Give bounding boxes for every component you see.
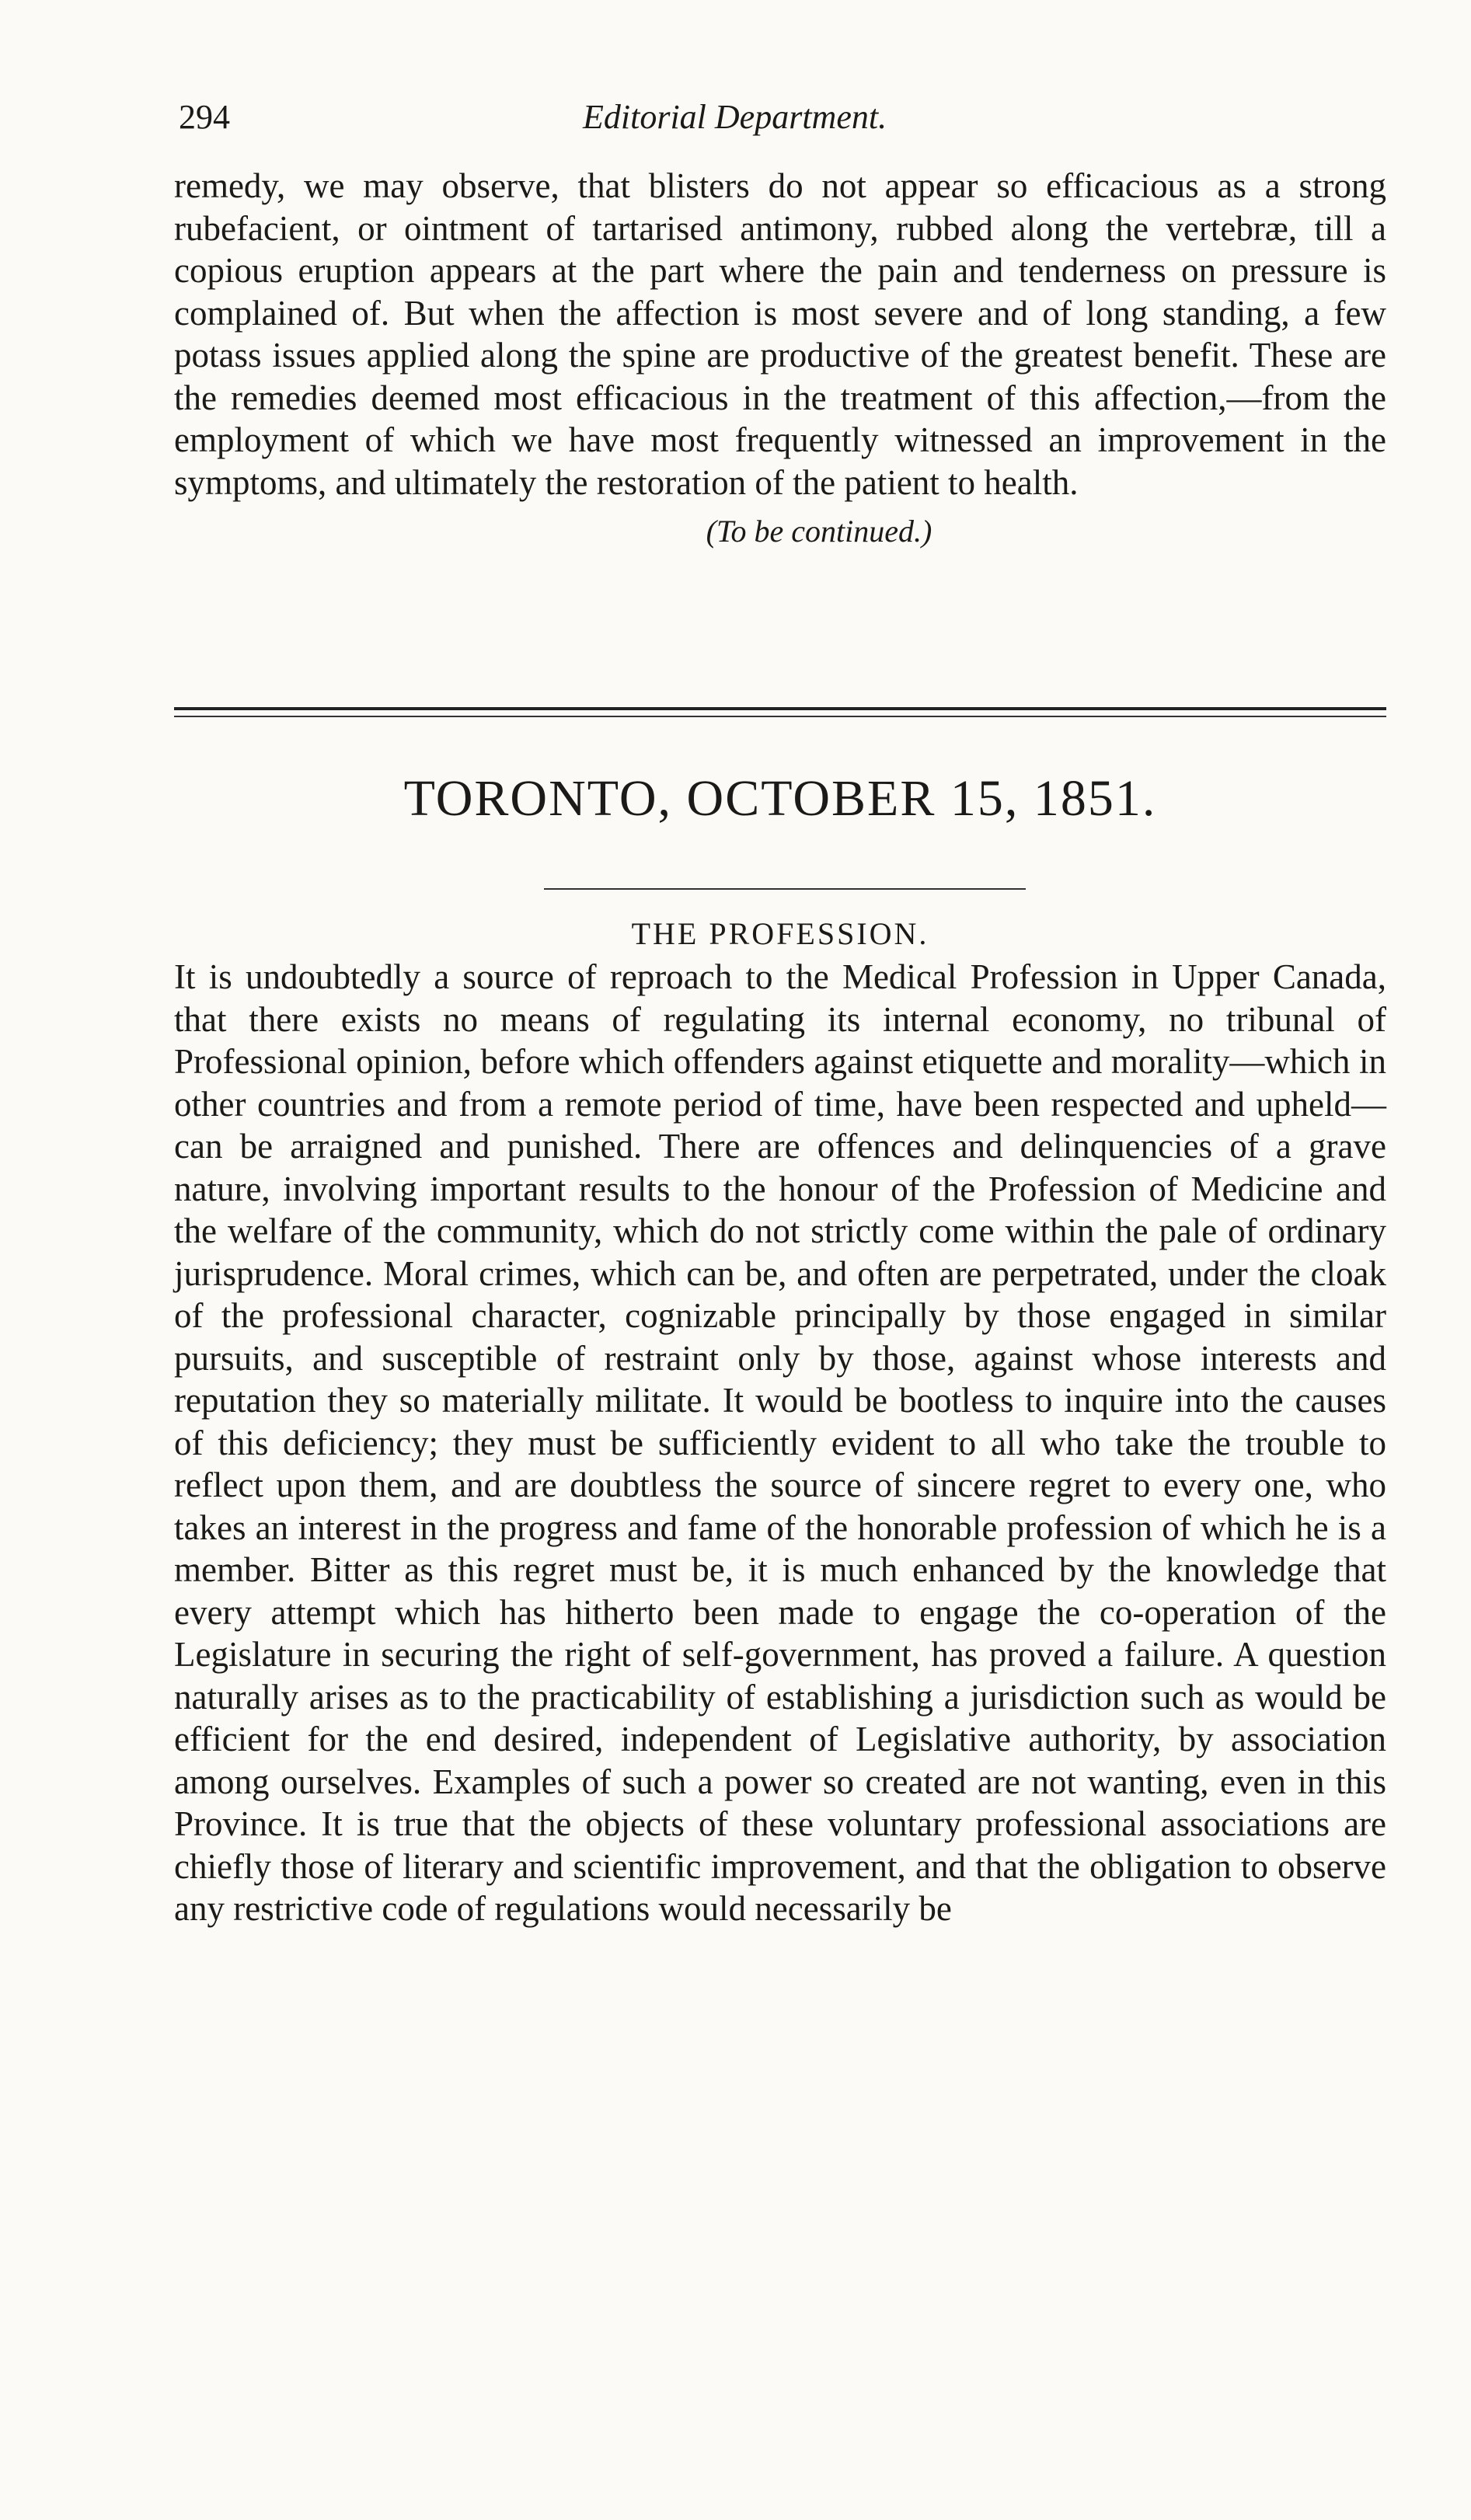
closing-paragraph: remedy, we may observe, that blisters do not appear so efficacious as a strong rubefacient, or ointment of tartarised antimony, rubbed along the vertebræ, till a copious eruption appears at the part where the pain and tenderness on pressure is complained of. But when the affection is most severe and of long standing, a few potass issues applied along the spine are productive of the greatest benefit. These are the remedies deemed most efficacious in the treatment of this affection,—from the employment of which we have most frequently witnessed an improvement in the symptoms, and ultimately the restoration of the patient to health. bbox=[174, 166, 1386, 502]
running-title: Editorial Department. bbox=[583, 98, 887, 136]
article-body bbox=[174, 956, 1386, 1930]
page-number: 294 bbox=[179, 98, 230, 136]
divider-rule-thin bbox=[174, 716, 1386, 717]
divider-rule-thick bbox=[174, 707, 1386, 710]
continued-note: (To be continued.) bbox=[706, 514, 932, 549]
article-paragraph: It is undoubtedly a source of reproach to the Medical Profession in Upper Canada, that there exists no means of regulating its internal economy, no tribunal of Professional opinion, before which offenders against etiquette and morality—which in other countries and from a remote period of time, have been respected and upheld—can be arraigned and punished. There are offences and delinquencies of a grave nature, involving important results to the honour of the Profession of Medicine and the welfare of the community, which do not strictly come within the pale of ordinary jurisprudence. Moral crimes, which can be, and often are perpetrated, under the cloak of the professional character, cognizable principally by those engaged in similar pursuits, and susceptible of restraint only by those, against whose interests and reputation they so materially militate. It would be bootless to inquire into the causes of this deficiency; they must be sufficiently evident to all who take the trouble to reflect upon them, and are doubtless the source of sincere regret to every one, who takes an interest in the progress and fame of the honorable profession of which he is a member. Bitter as this regret must be, it is much enhanced by the knowledge that every attempt which has hitherto been made to engage the co-operation of the Legislature in securing the right of self-government, has proved a failure. A question naturally arises as to the practicability of establishing a jurisdiction such as would be efficient for the end desired, independent of Legislative authority, by association among ourselves. Examples of such a power so created are not wanting, even in this Province. It is true that the objects of these voluntary professional associations are chiefly those of literary and scientific improvement, and that the obligation to observe any restrictive code of regulations would necessarily be bbox=[174, 957, 1386, 1928]
previous-article-ending bbox=[174, 165, 1386, 549]
page-header bbox=[179, 97, 1391, 144]
article-title: THE PROFESSION. bbox=[631, 916, 929, 951]
dateline: TORONTO, OCTOBER 15, 1851. bbox=[403, 770, 1157, 827]
section-divider bbox=[174, 707, 1386, 717]
short-divider bbox=[544, 888, 1026, 890]
